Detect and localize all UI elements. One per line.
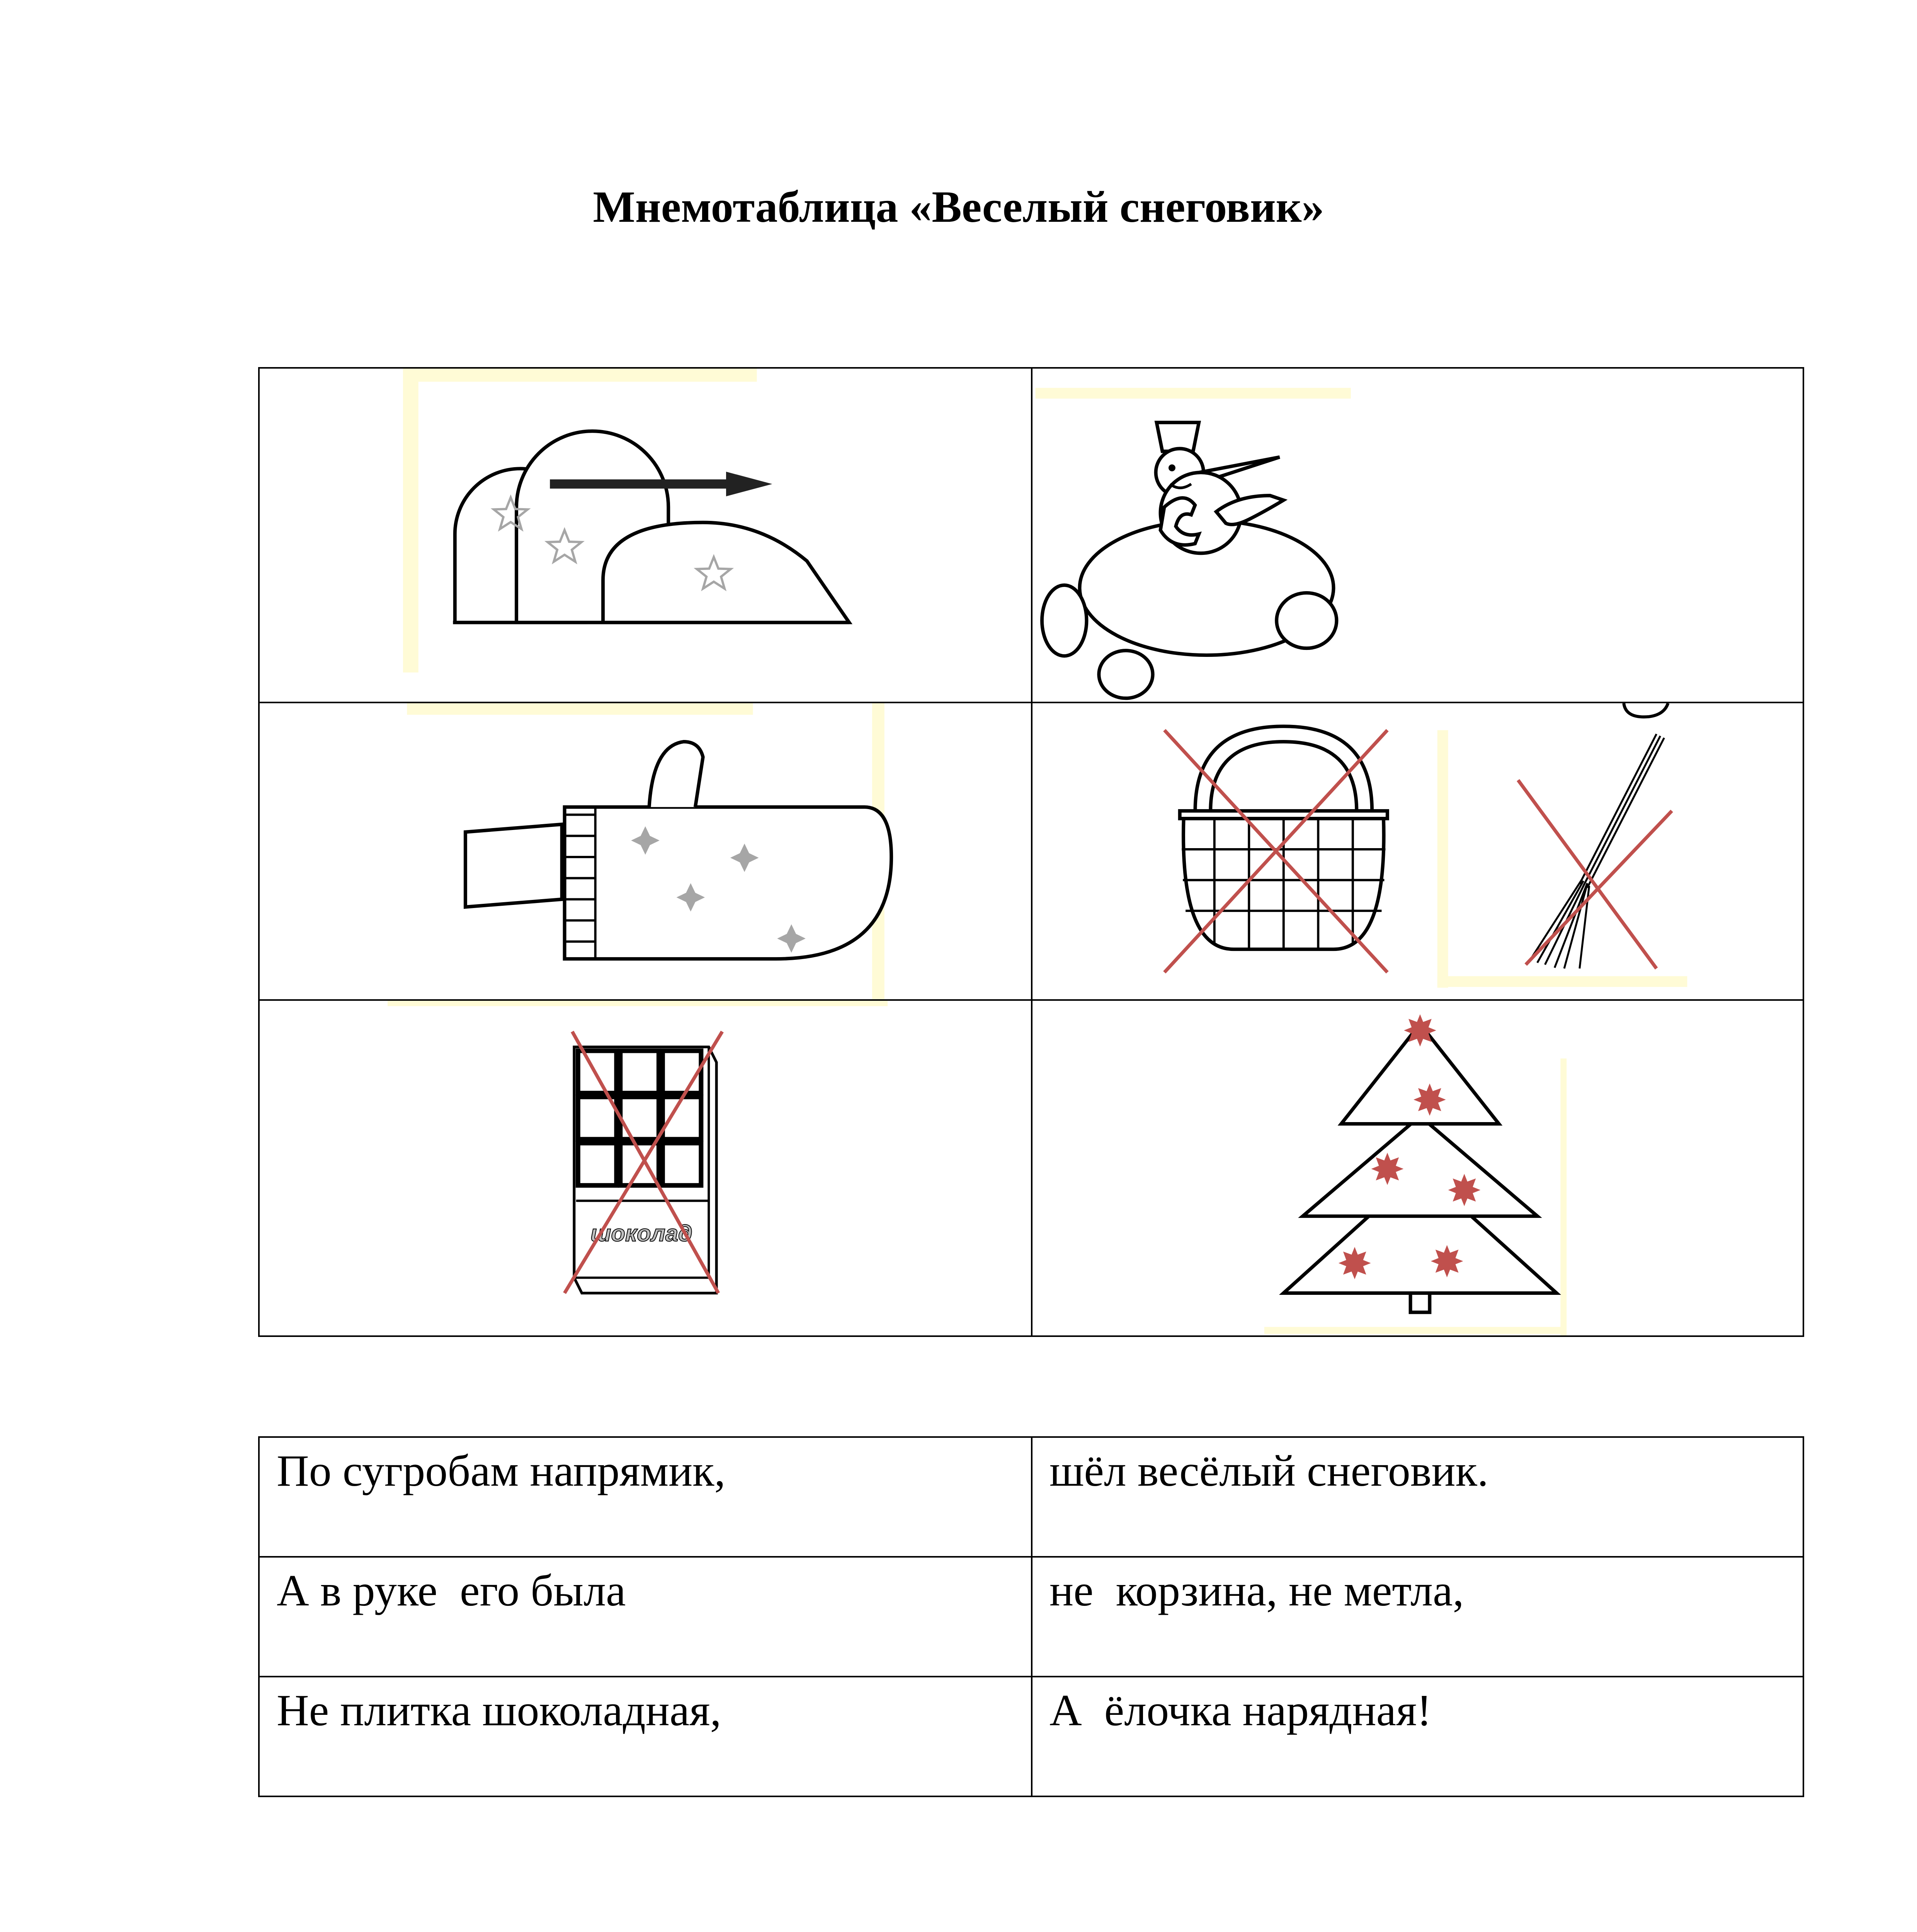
decorated-christmas-tree-icon bbox=[1032, 1001, 1803, 1335]
picture-cell-mitten bbox=[259, 702, 1032, 1000]
poem-line-6: А ёлочка нарядная! bbox=[1032, 1677, 1803, 1796]
picture-cell-snowman bbox=[1032, 368, 1803, 702]
ornament-icon bbox=[1431, 1245, 1463, 1277]
picture-cell-snowdrifts bbox=[259, 368, 1032, 702]
chocolate-wrapper-label: шоколад bbox=[590, 1220, 692, 1247]
snowdrifts-arrow-icon bbox=[260, 369, 1031, 702]
poem-line-1: По сугробам напрямик, bbox=[259, 1437, 1032, 1557]
picture-cell-basket-broom bbox=[1032, 702, 1803, 1000]
poem-table bbox=[258, 1436, 1804, 1797]
ornament-icon bbox=[1404, 1014, 1436, 1047]
crossed-chocolate-bar-icon bbox=[260, 1001, 1031, 1335]
page-title: Мнемотаблица «Веселый снеговик» bbox=[593, 182, 1324, 232]
ornament-icon bbox=[1448, 1174, 1481, 1206]
ornament-icon bbox=[1414, 1083, 1446, 1116]
poem-line-4: не корзина, не метла, bbox=[1032, 1557, 1803, 1677]
mitten-icon bbox=[260, 703, 1031, 999]
picture-cell-chocolate bbox=[259, 1000, 1032, 1336]
crossed-basket-and-broom-icon bbox=[1032, 703, 1803, 999]
poem-line-2: шёл весёлый снеговик. bbox=[1032, 1437, 1803, 1557]
picture-cell-tree bbox=[1032, 1000, 1803, 1336]
mnemo-picture-table bbox=[258, 367, 1804, 1337]
ornament-icon bbox=[1339, 1247, 1371, 1279]
poem-line-5: Не плитка шоколадная, bbox=[259, 1677, 1032, 1796]
poem-line-3: А в руке его была bbox=[259, 1557, 1032, 1677]
ornament-icon bbox=[1371, 1153, 1404, 1185]
snowman-icon bbox=[1032, 369, 1803, 702]
